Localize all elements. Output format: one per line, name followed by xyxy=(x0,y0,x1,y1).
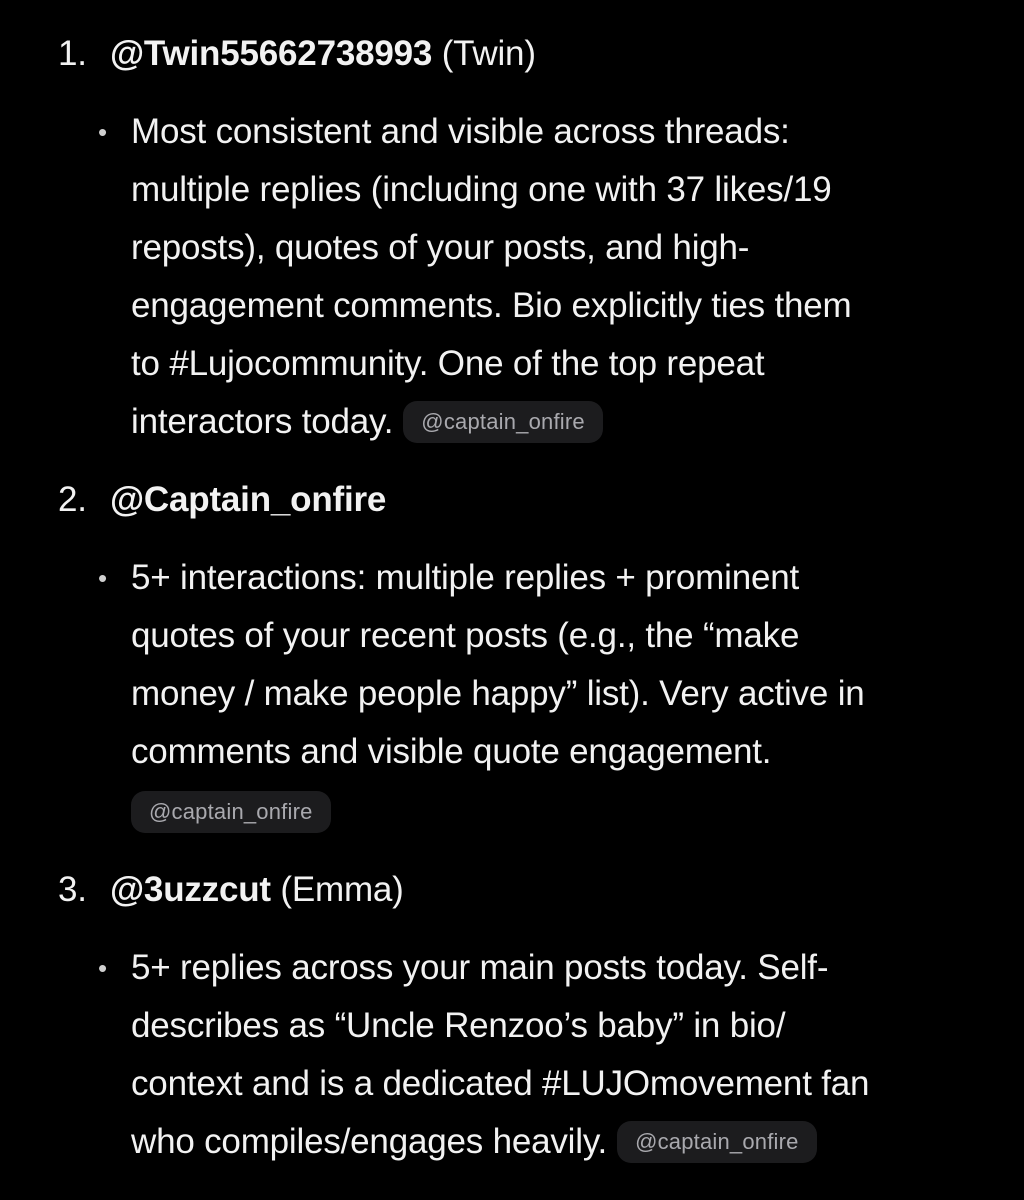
text-line: who compiles/engages heavily. xyxy=(131,1122,608,1161)
list-number: 3. xyxy=(58,870,87,909)
text-line: 5+ interactions: multiple replies + prominent xyxy=(131,558,800,597)
text-line: interactors today. xyxy=(131,402,394,441)
list-number: 2. xyxy=(58,480,87,519)
text-line: multiple replies (including one with 37 likes/19 xyxy=(131,170,832,209)
bullet-text xyxy=(131,103,1001,451)
list-number: 1. xyxy=(58,34,87,73)
bullet-point: • xyxy=(98,953,108,983)
text-line: describes as “Uncle Renzoo’s baby” in bio/ xyxy=(131,1006,786,1045)
text-line: quotes of your recent posts (e.g., the “make xyxy=(131,616,800,655)
username: @3uzzcut xyxy=(110,870,271,909)
citation-chip[interactable]: @captain_onfire xyxy=(617,1121,817,1163)
text-line: reposts), quotes of your posts, and high- xyxy=(131,228,750,267)
list-item-heading xyxy=(58,480,978,520)
username: @Captain_onfire xyxy=(110,480,387,519)
list-item-heading xyxy=(58,34,978,74)
text-line: Most consistent and visible across threads: xyxy=(131,112,790,151)
display-name: (Twin) xyxy=(441,34,536,73)
text-line-with-citation xyxy=(131,1113,1001,1171)
bullet-point: • xyxy=(98,117,108,147)
username: @Twin55662738993 xyxy=(110,34,433,73)
text-line-with-citation xyxy=(131,393,1001,451)
text-line: money / make people happy” list). Very active in xyxy=(131,674,865,713)
citation-chip[interactable]: @captain_onfire xyxy=(131,791,331,833)
text-line: engagement comments. Bio explicitly ties them xyxy=(131,286,852,325)
list-item-heading xyxy=(58,870,978,910)
bullet-point: • xyxy=(98,563,108,593)
text-line: 5+ replies across your main posts today. Self- xyxy=(131,948,829,987)
text-line: to #Lujocommunity. One of the top repeat xyxy=(131,344,765,383)
text-line: comments and visible quote engagement. xyxy=(131,732,772,771)
bullet-text xyxy=(131,939,1001,1171)
citation-chip[interactable]: @captain_onfire xyxy=(403,401,603,443)
text-line: context and is a dedicated #LUJOmovement fan xyxy=(131,1064,870,1103)
bullet-text xyxy=(131,549,1001,781)
display-name: (Emma) xyxy=(280,870,404,909)
